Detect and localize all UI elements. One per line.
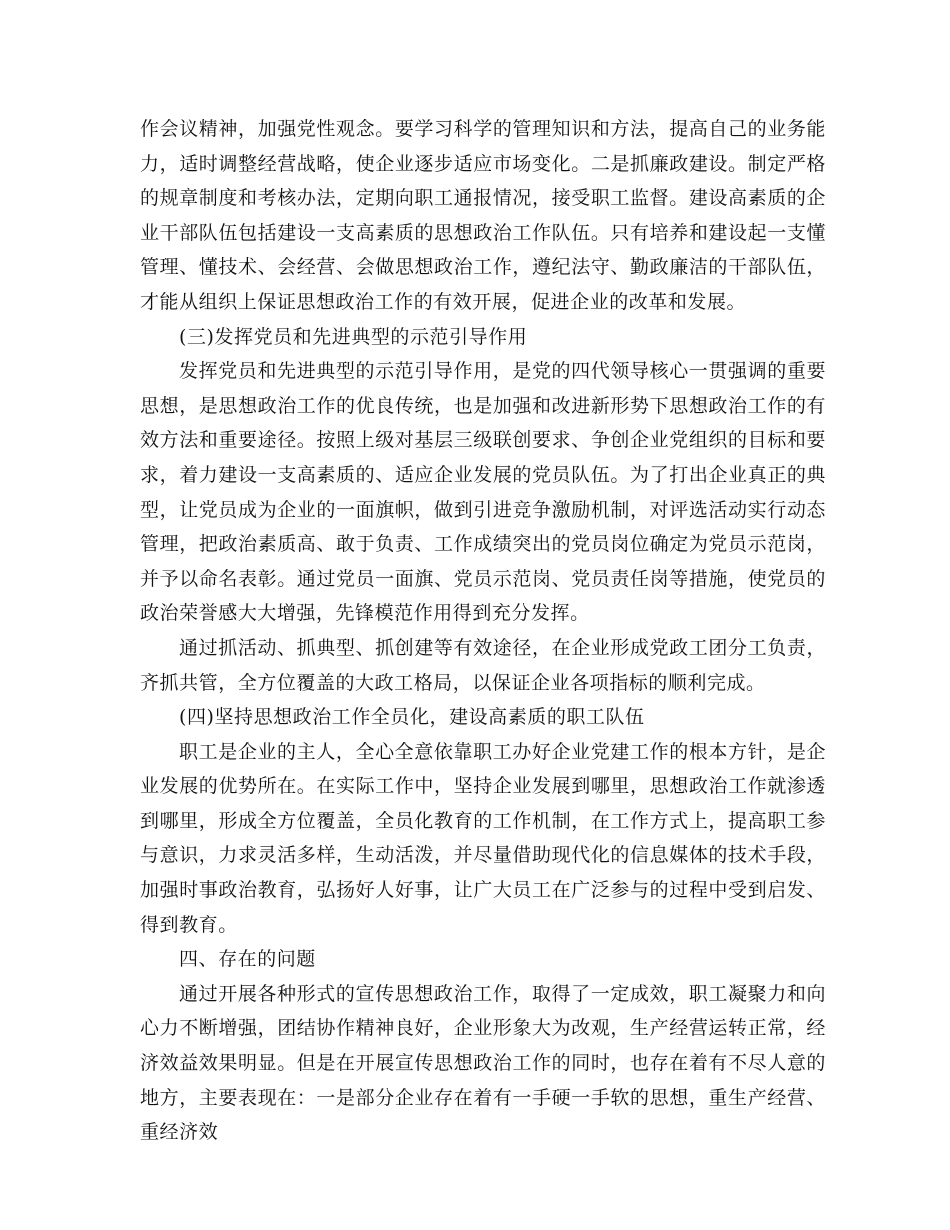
paragraph-activities: 通过抓活动、抓典型、抓创建等有效途径，在企业形成党政工团分工负责，齐抓共管，全方位覆盖的大政工格局，以保证企业各项指标的顺利完成。 (140, 636, 826, 694)
document-body (140, 112, 826, 1150)
section-heading-3: (三)发挥党员和先进典型的示范引导作用 (179, 325, 528, 348)
paragraph-problems: 通过开展各种形式的宣传思想政治工作，取得了一定成效，职工凝聚力和向心力不断增强，团结协作精神良好，企业形象大为改观，生产经营运转正常，经济效益效果明显。但是在开展宣传思想政治工作的同时，也存在着有不尽人意的地方，主要表现在：一是部分企业存在着有一手硬一手软的思想，重生产经营、重经济效 (140, 982, 826, 1144)
section-heading-4: (四)坚持思想政治工作全员化，建设高素质的职工队伍 (179, 706, 645, 729)
paragraph-party-model: 发挥党员和先进典型的示范引导作用，是党的四代领导核心一贯强调的重要思想，是思想政治工作的优良传统，也是加强和改进新形势下思想政治工作的有效方法和重要途径。按照上级对基层三级联创要求、争创企业党组织的目标和要求，着力建设一支高素质的、适应企业发展的党员队伍。为了打出企业真正的典型，让党员成为企业的一面旗帜，做到引进竞争激励机制，对评选活动实行动态管理，把政治素质高、敢于负责、工作成绩突出的党员岗位确定为党员示范岗，并予以命名表彰。通过党员一面旗、党员示范岗、党员责任岗等措施，使党员的政治荣誉感大大增强，先锋模范作用得到充分发挥。 (140, 360, 826, 625)
paragraph-cadre-building: 作会议精神，加强党性观念。要学习科学的管理知识和方法，提高自己的业务能力，适时调整经营战略，使企业逐步适应市场变化。二是抓廉政建设。制定严格的规章制度和考核办法，定期向职工通报情况，接受职工监督。建设高素质的企业干部队伍包括建设一支高素质的思想政治工作队伍。只有培养和建设起一支懂管理、懂技术、会经营、会做思想政治工作，遵纪法守、勤政廉洁的干部队伍，才能从组织上保证思想政治工作的有效开展，促进企业的改革和发展。 (140, 118, 826, 313)
paragraph-staff: 职工是企业的主人，全心全意依靠职工办好企业党建工作的根本方针，是企业发展的优势所在。在实际工作中，坚持企业发展到哪里，思想政治工作就渗透到哪里，形成全方位覆盖，全员化教育的工作机制，在工作方式上，提高职工参与意识，力求灵活多样，生动活泼，并尽量借助现代化的信息媒体的技术手段，加强时事政治教育，弘扬好人好事，让广大员工在广泛参与的过程中受到启发、得到教育。 (140, 740, 826, 936)
section-heading-problems: 四、存在的问题 (179, 948, 316, 971)
